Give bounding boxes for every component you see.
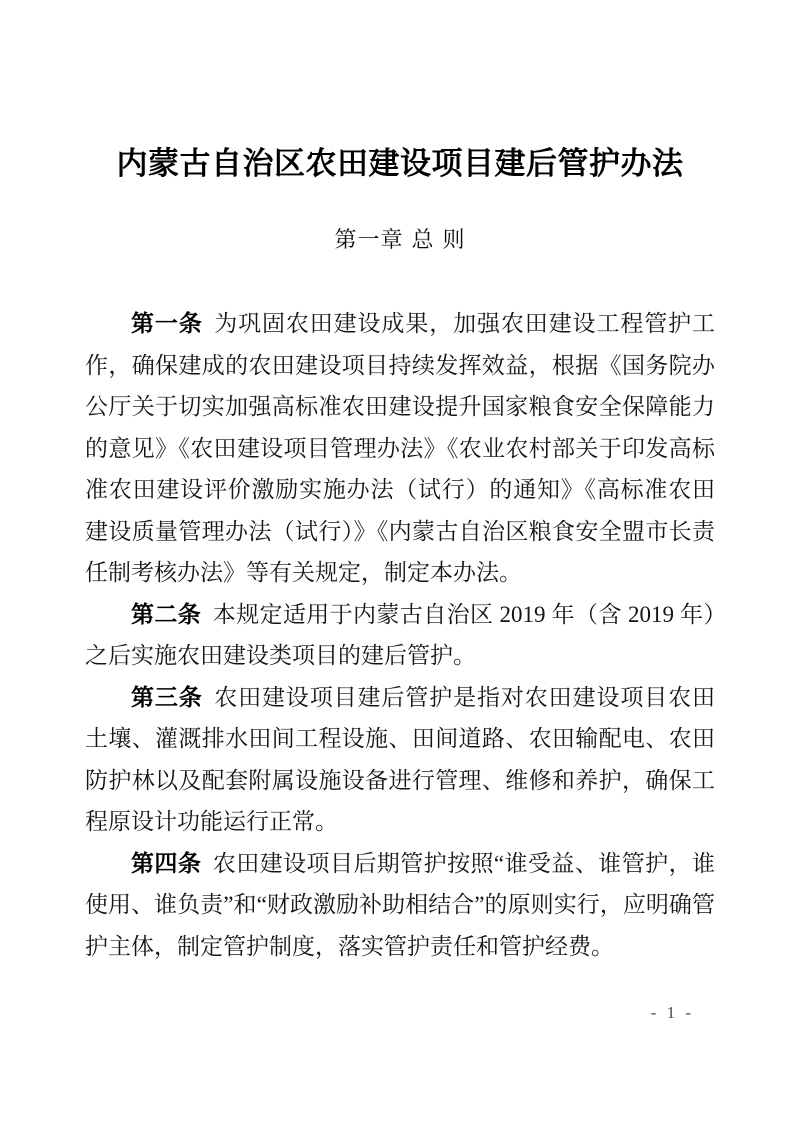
article-4-text: 农田建设项目后期管护按照“谁受益、谁管护，谁使用、谁负责”和“财政激励补助相结合”的原则实行，应明确管护主体，制定管护制度，落实管护责任和管护经费。 (85, 850, 716, 959)
article-1-lead: 第一条 (131, 311, 203, 336)
article-paragraph-3 (85, 677, 715, 843)
article-1-text: 为巩固农田建设成果，加强农田建设工程管护工作，确保建成的农田建设项目持续发挥效益，根据《国务院办公厅关于切实加强高标准农田建设提升国家粮食安全保障能力的意见》《农田建设项目管理办法》《农业农村部关于印发高标准农田建设评价激励实施办法（试行）的通知》《高标准农田建设质量管理办法（试行）》《内蒙古自治区粮食安全盟市长责任制考核办法》等有关规定，制定本办法。 (85, 311, 716, 585)
article-2-text: 本规定适用于内蒙古自治区 2019 年（含 2019 年）之后实施农田建设类项目的建后管护。 (85, 601, 716, 668)
document-title: 内蒙古自治区农田建设项目建后管护办法 (116, 146, 684, 181)
chapter-heading: 第一章 总 则 (334, 228, 466, 253)
article-paragraph-4 (85, 843, 715, 968)
page-number: - 1 - (650, 1003, 694, 1022)
article-paragraph-2 (85, 594, 715, 677)
article-3-lead: 第三条 (131, 684, 203, 710)
article-2-lead: 第二条 (131, 601, 202, 627)
document-body (85, 303, 715, 967)
article-paragraph-1 (85, 303, 715, 594)
article-4-lead: 第四条 (131, 850, 202, 876)
article-3-text: 农田建设项目建后管护是指对农田建设项目农田土壤、灌溉排水田间工程设施、田间道路、农田输配电、农田防护林以及配套附属设施设备进行管理、维修和养护，确保工程原设计功能运行正常。 (85, 684, 716, 834)
